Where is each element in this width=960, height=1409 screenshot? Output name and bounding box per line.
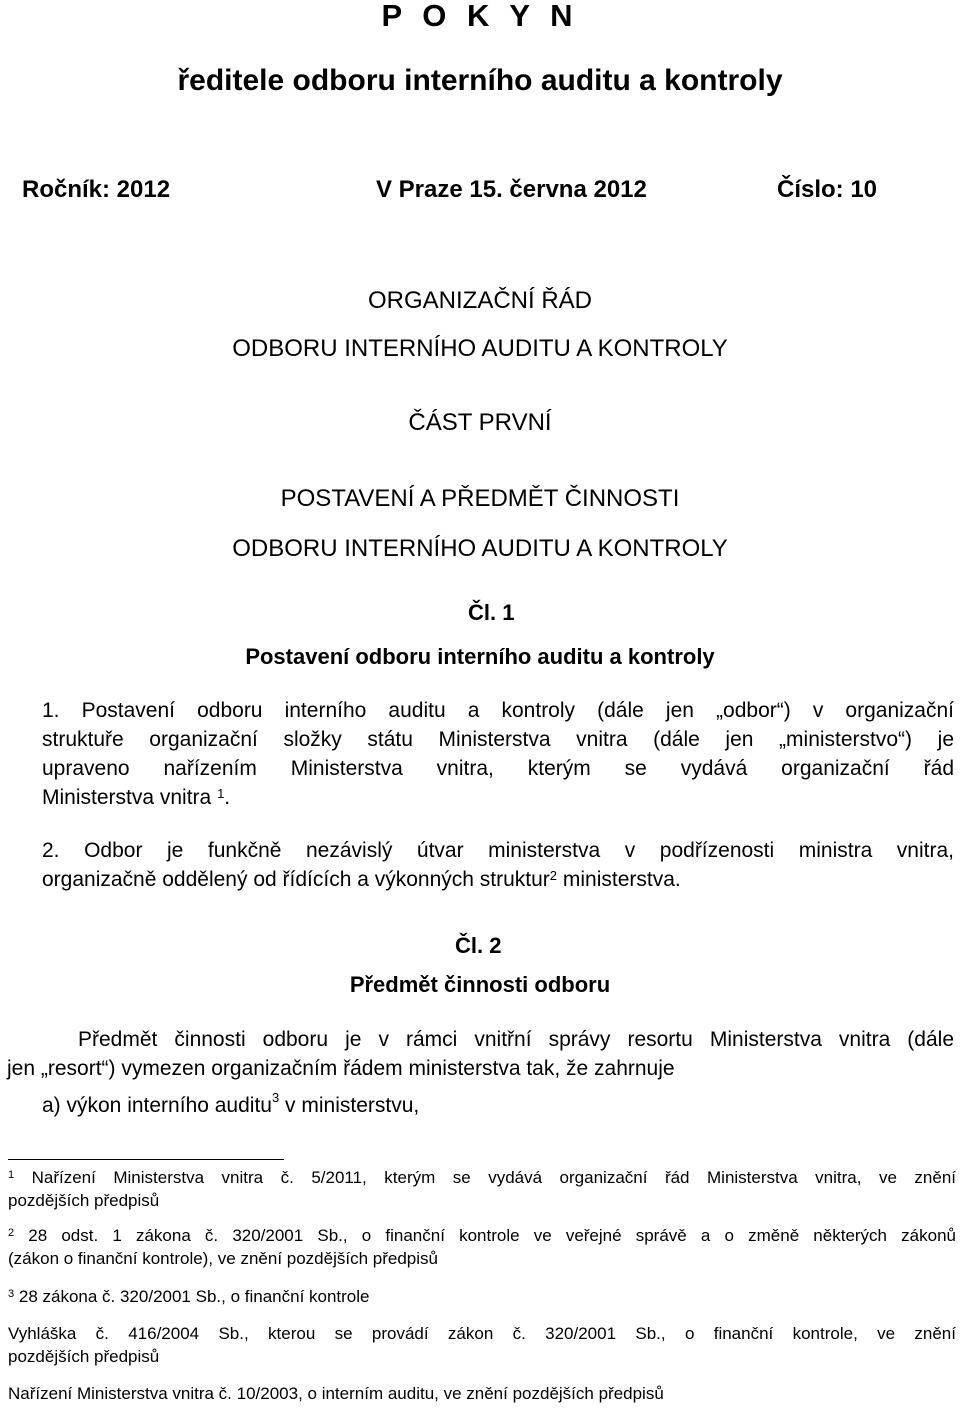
intro-line: Předmět činnosti odboru je v rámci vnitřní správy resortu Ministerstva vnitra (dále (78, 1028, 954, 1051)
paragraph-line (42, 783, 954, 812)
part-title-line-2: ODBORU INTERNÍHO AUDITU A KONTROLY (232, 535, 728, 562)
footnote-2 (8, 1224, 956, 1270)
footnote-line (8, 1285, 956, 1308)
paragraph-text: . (224, 786, 231, 809)
footnote-text: 28 zákona č. 320/2001 Sb., o finanční kontrole (18, 1287, 370, 1306)
footnote-text: 28 odst. 1 zákona č. 320/2001 Sb., o finanční kontrole ve veřejné správě a o změně některých zákonů (28, 1226, 956, 1245)
document-issuer: ředitele odboru interního auditu a kontroly (177, 64, 783, 97)
paragraph-text: organizačně oddělený od řídících a výkonných struktur (42, 868, 550, 891)
part-title-line-1: POSTAVENÍ A PŘEDMĚT ČINNOSTI (280, 485, 680, 512)
paragraph-text: Ministerstva vnitra (42, 786, 212, 809)
footnote-ref-1: 1 (217, 786, 225, 801)
footnote-line: pozdějších předpisů (8, 1347, 160, 1366)
article-1-title: Postavení odboru interního auditu a kontroly (245, 644, 715, 669)
footnote-line: Vyhláška č. 416/2004 Sb., kterou se provádí zákon č. 320/2001 Sb., o finanční kontrole, ve znění (8, 1324, 956, 1343)
footnote-3-continued (8, 1322, 956, 1368)
paragraph-line (42, 865, 954, 894)
article-2-item-a (42, 1090, 420, 1118)
footnote-ref-3: 3 (271, 1090, 280, 1105)
footnote-3-regulation (8, 1382, 956, 1405)
footnote-mark: 3 (8, 1288, 15, 1300)
footnote-line: Nařízení Ministerstva vnitra č. 10/2003, o interním auditu, ve znění pozdějších předpisů (8, 1384, 664, 1403)
article-1-paragraph-2 (42, 836, 954, 894)
paragraph-text: ministerstva. (557, 868, 681, 891)
footnote-mark: 1 (8, 1169, 15, 1181)
item-text: a) výkon interního auditu (42, 1094, 272, 1117)
footnote-separator (8, 1159, 284, 1160)
article-1-paragraph-1 (42, 696, 954, 812)
heading-line-1: ORGANIZAČNÍ ŘÁD (367, 287, 592, 314)
footnote-line (8, 1166, 956, 1189)
intro-line: jen „resort“) vymezen organizačním řádem ministerstva tak, že zahrnuje (7, 1057, 675, 1080)
footnote-mark: 2 (8, 1227, 15, 1239)
paragraph-line: upraveno nařízením Ministerstva vnitra, kterým se vydává organizační řád (42, 757, 954, 780)
article-1-number: Čl. 1 (468, 600, 515, 625)
article-2-number: Čl. 2 (455, 933, 502, 958)
volume-label: Ročník: 2012 (22, 176, 171, 203)
part-heading: ČÁST PRVNÍ (408, 409, 552, 436)
footnote-line: pozdějších předpisů (8, 1191, 160, 1210)
footnote-1 (8, 1166, 956, 1212)
paragraph-line: 2. Odbor je funkčně nezávislý útvar ministerstva v podřízenosti ministra vnitra, (42, 839, 954, 862)
paragraph-line: 1. Postavení odboru interního auditu a kontroly (dále jen „odbor“) v organizační (42, 699, 954, 722)
paragraph-line: struktuře organizační složky státu Ministerstva vnitra (dále jen „ministerstvo“) je (42, 728, 954, 751)
place-date: V Praze 15. června 2012 (376, 176, 647, 203)
footnote-line: (zákon o finanční kontrole), ve znění pozdějších předpisů (8, 1249, 438, 1268)
heading-line-2: ODBORU INTERNÍHO AUDITU A KONTROLY (232, 335, 728, 362)
footnote-3 (8, 1285, 956, 1308)
footnote-text: Nařízení Ministerstva vnitra č. 5/2011, kterým se vydává organizační řád Ministerstva vnitra, ve znění (14, 1168, 956, 1187)
issue-number: Číslo: 10 (777, 176, 878, 203)
article-2-intro (7, 1025, 954, 1083)
item-text: v ministerstvu, (279, 1094, 420, 1117)
article-2-title: Předmět činnosti odboru (349, 972, 611, 997)
footnote-line (8, 1224, 956, 1247)
footnote-ref-2: 2 (549, 868, 558, 883)
document-type-title: P O K Y N (381, 0, 579, 33)
